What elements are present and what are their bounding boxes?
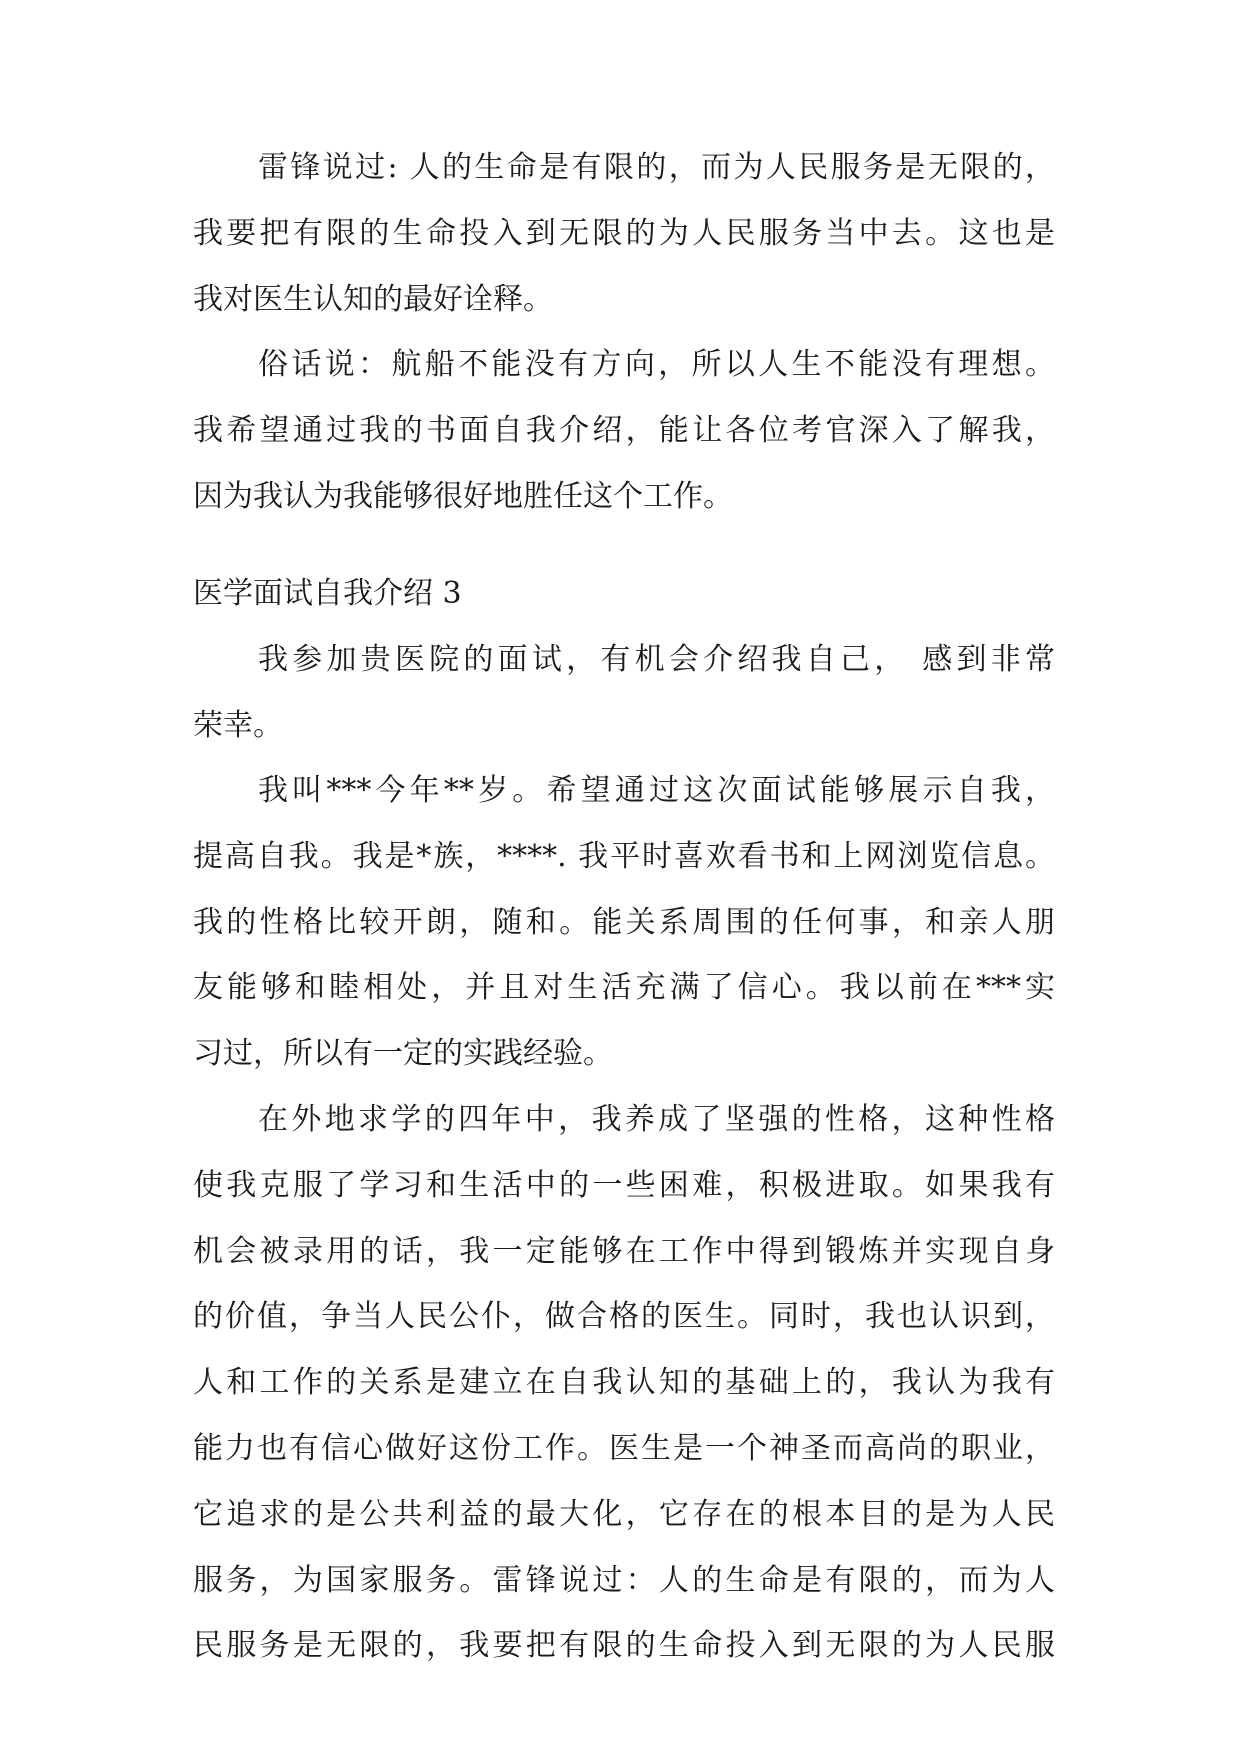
heading-text: 医学面试自我介绍 3: [193, 576, 462, 611]
text-line: 我要把有限的生命投入到无限的为人民服务当中去。这也是: [193, 215, 1055, 251]
paragraph-proverb: [193, 332, 1055, 529]
text-line: 我对医生认知的最好诠释。: [193, 281, 553, 317]
text-line: 机会被录用的话，我一定能够在工作中得到锻炼并实现自身: [193, 1233, 1055, 1269]
text-line: 它追求的是公共利益的最大化，它存在的根本目的是为人民: [193, 1496, 1055, 1532]
text-line: 俗话说：航船不能没有方向，所以人生不能没有理想。: [258, 347, 1055, 382]
text-line: 雷锋说过: 人的生命是有限的，而为人民服务是无限的，: [258, 150, 1055, 185]
text-line: 荣幸。: [193, 707, 283, 743]
text-line: 习过，所以有一定的实践经验。: [193, 1036, 613, 1072]
text-line: 服务，为国家服务。雷锋说过：人的生命是有限的，而为人: [193, 1562, 1055, 1598]
paragraph-lei-feng: [193, 135, 1055, 332]
text-line: 在外地求学的四年中，我养成了坚强的性格，这种性格: [258, 1102, 1055, 1137]
text-line: 的价值，争当人民公仆，做合格的医生。同时，我也认识到，: [193, 1299, 1055, 1335]
text-line: 能力也有信心做好这份工作。医生是一个神圣而高尚的职业，: [193, 1430, 1055, 1466]
text-line: 我参加贵医院的面试，有机会介绍我自己， 感到非常: [258, 642, 1055, 677]
text-line: 民服务是无限的，我要把有限的生命投入到无限的为人民服: [193, 1628, 1055, 1664]
text-line: 提高自我。我是*族，****. 我平时喜欢看书和上网浏览信息。: [193, 838, 1055, 874]
paragraph-personal: [193, 758, 1055, 1087]
section-heading: [193, 561, 1055, 627]
text-line: 使我克服了学习和生活中的一些困难，积极进取。如果我有: [193, 1167, 1055, 1203]
text-line: 我叫***今年**岁。希望通过这次面试能够展示自我，: [258, 773, 1055, 808]
text-line: 友能够和睦相处，并且对生活充满了信心。我以前在***实: [193, 970, 1055, 1006]
text-line: 因为我认为我能够很好地胜任这个工作。: [193, 478, 733, 514]
paragraph-intro: [193, 627, 1055, 759]
paragraph-study: [193, 1087, 1055, 1679]
text-line: 我的性格比较开朗，随和。能关系周围的任何事，和亲人朋: [193, 904, 1055, 940]
text-line: 我希望通过我的书面自我介绍，能让各位考官深入了解我，: [193, 412, 1055, 448]
text-line: 人和工作的关系是建立在自我认知的基础上的，我认为我有: [193, 1365, 1055, 1401]
